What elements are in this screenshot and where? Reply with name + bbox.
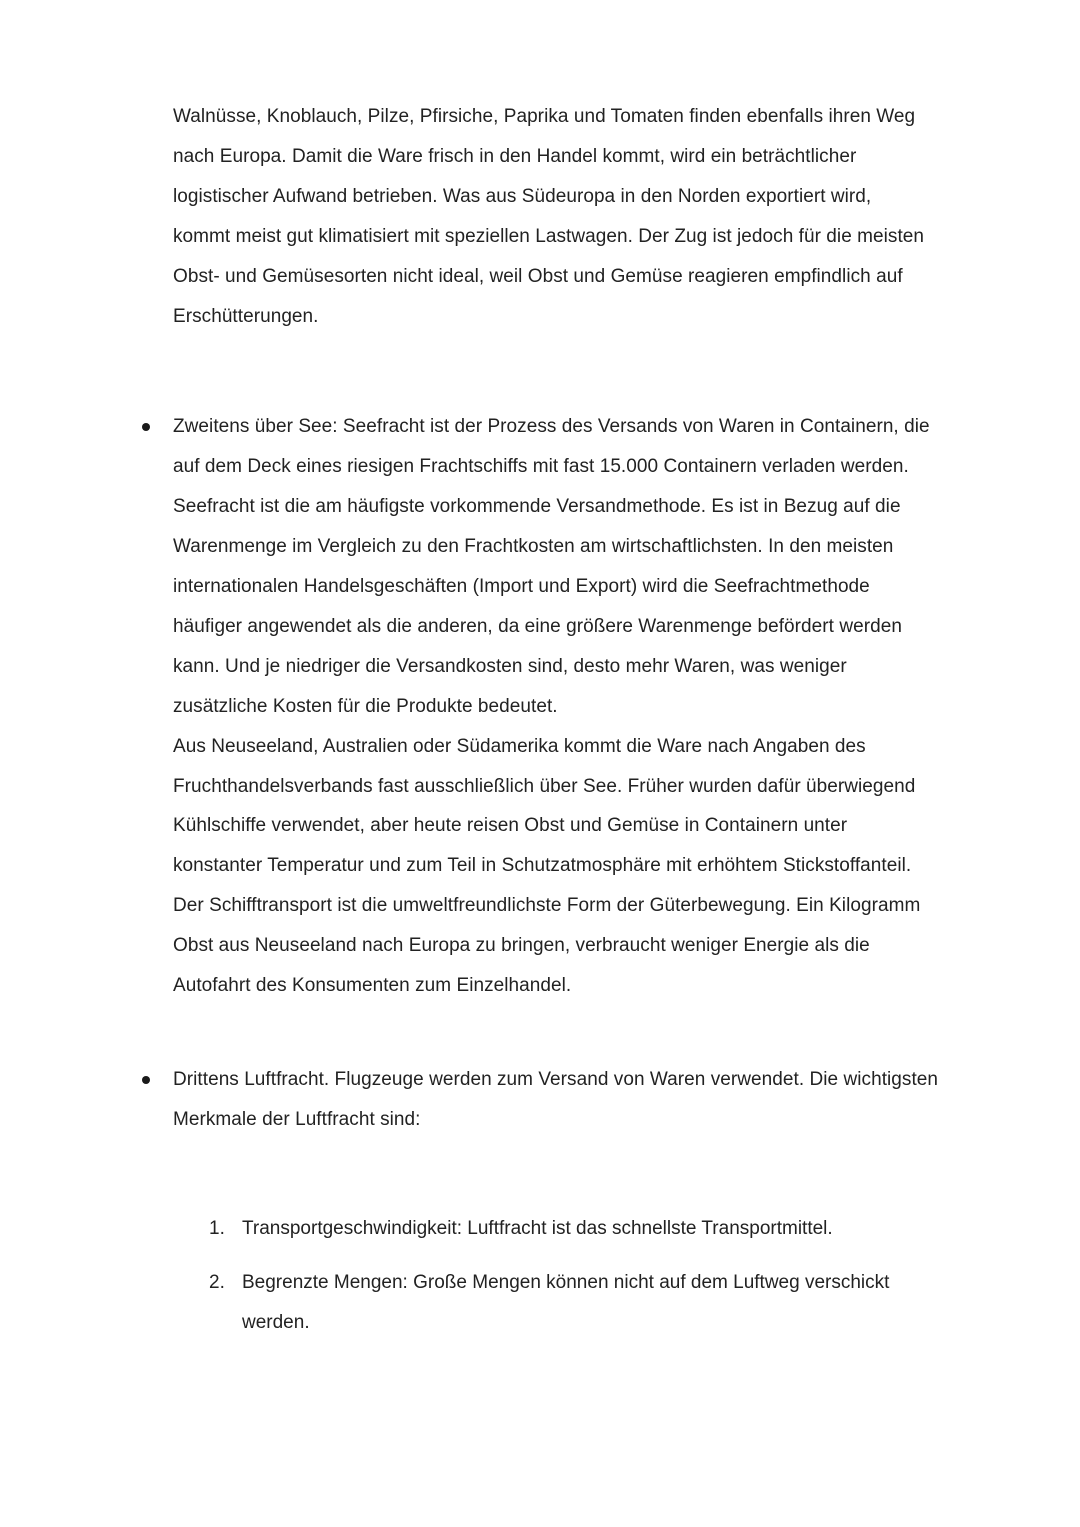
text-line: internationalen Handelsgeschäften (Import und Export) wird die Seefrachtmethode <box>173 576 870 597</box>
text-line: zusätzliche Kosten für die Produkte bedeutet. <box>173 696 558 717</box>
text-line: Erschütterungen. <box>173 306 319 327</box>
bullet-icon <box>142 423 150 431</box>
text-line: auf dem Deck eines riesigen Frachtschiffs mit fast 15.000 Containern verladen werden. <box>173 456 909 477</box>
list-item-text: Transportgeschwindigkeit: Luftfracht ist das schnellste Transportmittel. <box>242 1218 833 1239</box>
text-line: Drittens Luftfracht. Flugzeuge werden zum Versand von Waren verwendet. Die wichtigsten <box>173 1069 939 1090</box>
text-line: Kühlschiffe verwendet, aber heute reisen Obst und Gemüse in Containern unter <box>173 815 848 836</box>
text-line: häufiger angewendet als die anderen, da eine größere Warenmenge befördert werden <box>173 616 902 637</box>
text-line: Aus Neuseeland, Australien oder Südamerika kommt die Ware nach Angaben des <box>173 736 866 757</box>
list-item-text: werden. <box>242 1312 310 1333</box>
text-line: konstanter Temperatur und zum Teil in Schutzatmosphäre mit erhöhtem Stickstoffanteil. <box>173 855 912 876</box>
text-line: Merkmale der Luftfracht sind: <box>173 1109 421 1130</box>
list-item-text: Begrenzte Mengen: Große Mengen können nicht auf dem Luftweg verschickt <box>242 1272 890 1293</box>
text-line: nach Europa. Damit die Ware frisch in den Handel kommt, wird ein beträchtlicher <box>173 146 857 167</box>
text-line: Walnüsse, Knoblauch, Pilze, Pfirsiche, Paprika und Tomaten finden ebenfalls ihren Weg <box>173 106 916 127</box>
text-line: Seefracht ist die am häufigste vorkommende Versandmethode. Es ist in Bezug auf die <box>173 496 901 517</box>
bullet-icon <box>142 1076 150 1084</box>
list-item-number: 2. <box>209 1272 225 1293</box>
text-line: Fruchthandelsverbands fast ausschließlich über See. Früher wurden dafür überwiegend <box>173 776 916 797</box>
text-line: logistischer Aufwand betrieben. Was aus Südeuropa in den Norden exportiert wird, <box>173 186 872 207</box>
list-item-number: 1. <box>209 1218 225 1239</box>
text-line: kann. Und je niedriger die Versandkosten sind, desto mehr Waren, was weniger <box>173 656 847 677</box>
text-line: Der Schifftransport ist die umweltfreundlichste Form der Güterbewegung. Ein Kilogramm <box>173 895 921 916</box>
text-line: kommt meist gut klimatisiert mit speziellen Lastwagen. Der Zug ist jedoch für die meisten <box>173 226 925 247</box>
text-line: Obst- und Gemüsesorten nicht ideal, weil Obst und Gemüse reagieren empfindlich auf <box>173 266 903 287</box>
text-line: Zweitens über See: Seefracht ist der Prozess des Versands von Waren in Containern, die <box>173 416 930 437</box>
text-line: Obst aus Neuseeland nach Europa zu bringen, verbraucht weniger Energie als die <box>173 935 870 956</box>
text-line: Warenmenge im Vergleich zu den Frachtkosten am wirtschaftlichsten. In den meisten <box>173 536 894 557</box>
text-line: Autofahrt des Konsumenten zum Einzelhandel. <box>173 975 572 996</box>
